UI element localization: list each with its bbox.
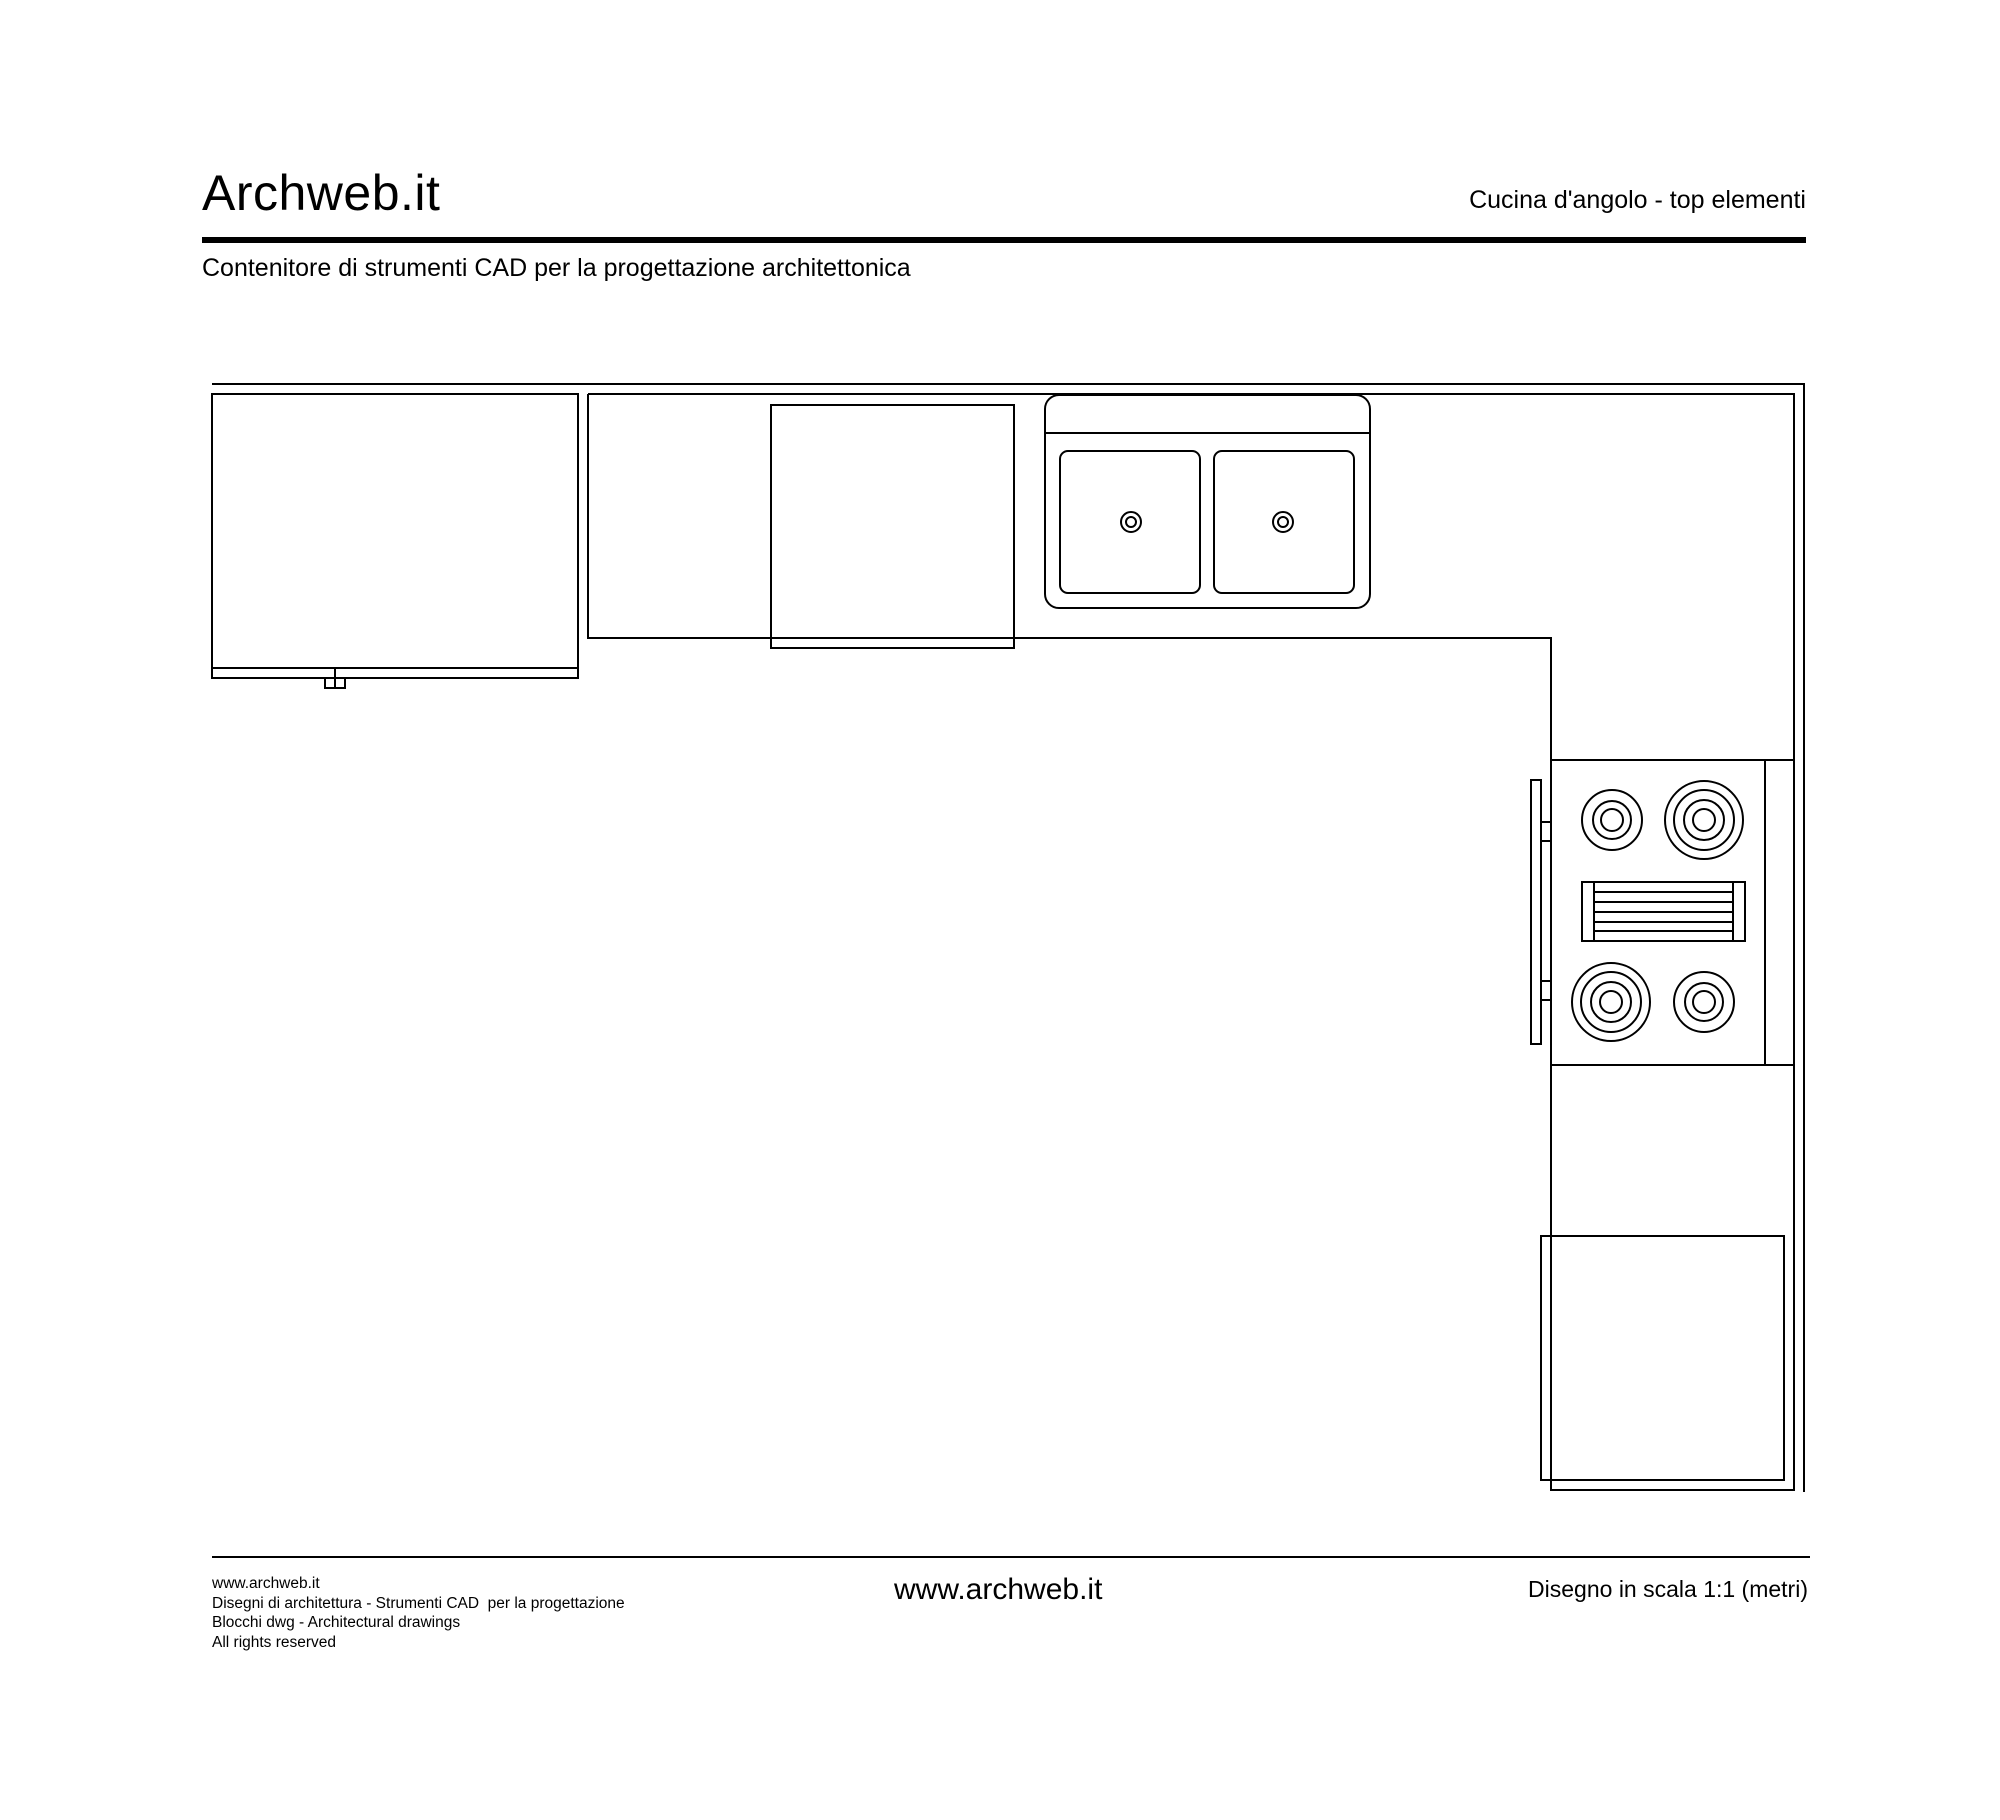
footer-line: All rights reserved [212,1633,337,1651]
footer-credits [212,1574,625,1652]
burner [1674,972,1734,1032]
subtitle: Contenitore di strumenti CAD per la progettazione architettonica [202,254,911,282]
burner [1665,781,1743,859]
dishwasher [771,405,1014,648]
burner [1582,790,1642,850]
wall-outline [212,384,1804,1492]
grill [1582,882,1745,941]
footer-line: Blocchi dwg - Architectural drawings [212,1614,461,1631]
drawing-title: Cucina d'angolo - top elementi [1469,186,1806,214]
footer-rule [212,1556,1810,1558]
footer-website: www.archweb.it [894,1573,1103,1606]
cabinet [1541,1236,1784,1480]
brand-logo: Archweb.it [202,165,441,221]
footer-line: www.archweb.it [212,1575,320,1592]
double-sink [1045,395,1370,608]
burner [1572,963,1650,1041]
oven-panel [1531,780,1551,1044]
scale-note: Disegno in scala 1:1 (metri) [1528,1576,1808,1602]
refrigerator [212,394,578,688]
cooktop [1551,760,1794,1065]
footer-line: Disegni di architettura - Strumenti CAD per la progettazione [212,1594,625,1612]
